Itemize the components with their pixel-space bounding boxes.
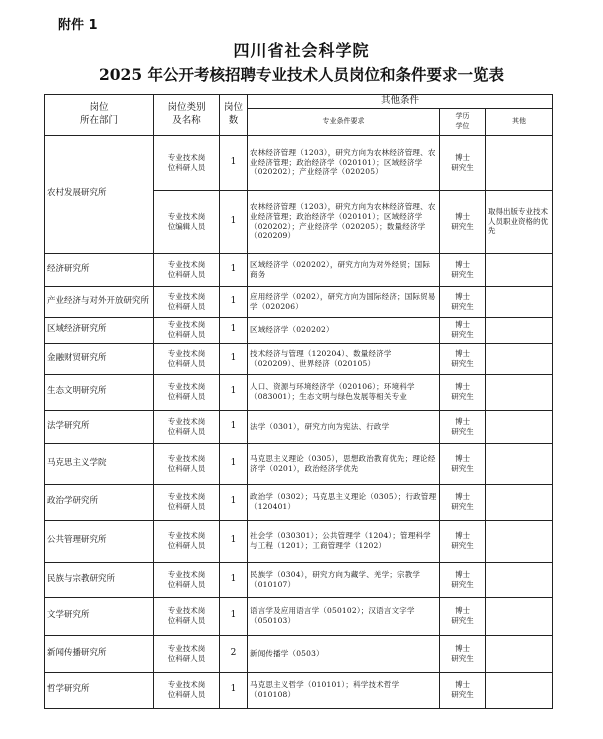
dept-cell: 公共管理研究所 (45, 520, 154, 562)
count-cell: 1 (220, 672, 248, 708)
positions-table (44, 94, 553, 709)
count-cell: 1 (220, 343, 248, 374)
count-cell: 1 (220, 410, 248, 443)
table-row (45, 672, 553, 708)
header-category: 岗位类别 及名称 (154, 95, 220, 136)
education-cell: 博士 研究生 (440, 635, 486, 672)
other-cell (486, 374, 553, 410)
other-cell (486, 443, 553, 484)
dept-cell: 农村发展研究所 (45, 135, 154, 253)
count-cell: 1 (220, 484, 248, 520)
header-other: 其他 (486, 108, 553, 135)
other-cell (486, 597, 553, 635)
other-cell (486, 635, 553, 672)
education-cell: 博士 研究生 (440, 484, 486, 520)
header-dept: 岗位 所在部门 (45, 95, 154, 136)
requirements-cell: 农林经济管理（1203），研究方向为农林经济管理、农业经济管理；政治经济学（020101）；区域经济学（020202）；产业经济学（020205）；数量经济学（020209） (248, 190, 440, 253)
education-cell: 博士 研究生 (440, 343, 486, 374)
count-cell: 1 (220, 286, 248, 317)
category-cell: 专业技术岗 位科研人员 (154, 484, 220, 520)
category-cell: 专业技术岗 位科研人员 (154, 286, 220, 317)
dept-cell: 产业经济与对外开放研究所 (45, 286, 154, 317)
requirements-cell: 区域经济学（020202），研究方向为对外经贸；国际商务 (248, 253, 440, 286)
category-cell: 专业技术岗 位科研人员 (154, 374, 220, 410)
other-cell (486, 135, 553, 190)
requirements-cell: 农林经济管理（1203），研究方向为农林经济管理、农业经济管理；政治经济学（020101）；区域经济学（020202）；产业经济学（020205） (248, 135, 440, 190)
other-cell (486, 343, 553, 374)
count-cell: 1 (220, 374, 248, 410)
other-cell (486, 562, 553, 597)
table-row (45, 135, 553, 190)
count-cell: 1 (220, 443, 248, 484)
header-count: 岗位 数 (220, 95, 248, 136)
category-cell: 专业技术岗 位科研人员 (154, 317, 220, 343)
other-cell (486, 286, 553, 317)
requirements-cell: 技术经济与管理（120204）、数量经济学（020209）、世界经济（020105） (248, 343, 440, 374)
other-cell (486, 410, 553, 443)
dept-cell: 马克思主义学院 (45, 443, 154, 484)
table-row (45, 317, 553, 343)
education-cell: 博士 研究生 (440, 672, 486, 708)
count-cell: 1 (220, 190, 248, 253)
table-row (45, 484, 553, 520)
count-cell: 1 (220, 520, 248, 562)
dept-cell: 哲学研究所 (45, 672, 154, 708)
attachment-label: 附件 1 (58, 18, 98, 33)
table-row (45, 286, 553, 317)
category-cell: 专业技术岗 位科研人员 (154, 343, 220, 374)
table-row (45, 253, 553, 286)
category-cell: 专业技术岗 位科研人员 (154, 410, 220, 443)
education-cell: 博士 研究生 (440, 562, 486, 597)
count-cell: 1 (220, 253, 248, 286)
requirements-cell: 马克思主义哲学（010101）；科学技术哲学（010108） (248, 672, 440, 708)
other-cell (486, 253, 553, 286)
education-cell: 博士 研究生 (440, 253, 486, 286)
table-row (45, 443, 553, 484)
other-cell (486, 484, 553, 520)
count-cell: 1 (220, 317, 248, 343)
requirements-cell: 法学（0301），研究方向为宪法、行政学 (248, 410, 440, 443)
table-row (45, 635, 553, 672)
count-cell: 1 (220, 562, 248, 597)
requirements-cell: 社会学（030301）；公共管理学（1204）；管理科学与工程（1201）；工商管理学（1202） (248, 520, 440, 562)
category-cell: 专业技术岗 位科研人员 (154, 253, 220, 286)
table-row (45, 597, 553, 635)
dept-cell: 区域经济研究所 (45, 317, 154, 343)
category-cell: 专业技术岗 位科研人员 (154, 635, 220, 672)
dept-cell: 政治学研究所 (45, 484, 154, 520)
count-cell: 2 (220, 635, 248, 672)
education-cell: 博士 研究生 (440, 520, 486, 562)
table-body (45, 135, 553, 708)
count-cell: 1 (220, 597, 248, 635)
category-cell: 专业技术岗 位科研人员 (154, 562, 220, 597)
requirements-cell: 语言学及应用语言学（050102）；汉语言文字学（050103） (248, 597, 440, 635)
other-cell (486, 317, 553, 343)
category-cell: 专业技术岗 位科研人员 (154, 443, 220, 484)
dept-cell: 文学研究所 (45, 597, 154, 635)
dept-cell: 生态文明研究所 (45, 374, 154, 410)
requirements-cell: 新闻传播学（0503） (248, 635, 440, 672)
category-cell: 专业技术岗 位编辑人员 (154, 190, 220, 253)
category-cell: 专业技术岗 位科研人员 (154, 520, 220, 562)
education-cell: 博士 研究生 (440, 443, 486, 484)
education-cell: 博士 研究生 (440, 190, 486, 253)
table-row (45, 374, 553, 410)
dept-cell: 新闻传播研究所 (45, 635, 154, 672)
requirements-cell: 人口、资源与环境经济学（020106）；环境科学（083001）；生态文明与绿色发展等相关专业 (248, 374, 440, 410)
table-row (45, 410, 553, 443)
category-cell: 专业技术岗 位科研人员 (154, 597, 220, 635)
other-cell (486, 520, 553, 562)
education-cell: 博士 研究生 (440, 374, 486, 410)
other-cell (486, 672, 553, 708)
document-title-main: 2025 年公开考核招聘专业技术人员岗位和条件要求一览表 (98, 65, 505, 84)
dept-cell: 民族与宗教研究所 (45, 562, 154, 597)
requirements-cell: 政治学（0302）；马克思主义理论（0305）；行政管理（120401） (248, 484, 440, 520)
category-cell: 专业技术岗 位科研人员 (154, 135, 220, 190)
requirements-cell: 应用经济学（0202），研究方向为国际经济；国际贸易学（020206） (248, 286, 440, 317)
document-title-org: 四川省社会科学院 (233, 41, 370, 60)
education-cell: 博士 研究生 (440, 317, 486, 343)
count-cell: 1 (220, 135, 248, 190)
other-cell: 取得出版专业技术人员职业资格的优先 (486, 190, 553, 253)
education-cell: 博士 研究生 (440, 410, 486, 443)
dept-cell: 金融财贸研究所 (45, 343, 154, 374)
requirements-cell: 区域经济学（020202） (248, 317, 440, 343)
requirements-cell: 马克思主义理论（0305），思想政治教育优先；理论经济学（0201），政治经济学优先 (248, 443, 440, 484)
table-row (45, 343, 553, 374)
education-cell: 博士 研究生 (440, 135, 486, 190)
table-row (45, 520, 553, 562)
requirements-cell: 民族学（0304），研究方向为藏学、羌学；宗教学（010107） (248, 562, 440, 597)
education-cell: 博士 研究生 (440, 286, 486, 317)
education-cell: 博士 研究生 (440, 597, 486, 635)
header-requirements: 专业条件要求 (248, 108, 440, 135)
category-cell: 专业技术岗 位科研人员 (154, 672, 220, 708)
table-row (45, 562, 553, 597)
header-other-conditions: 其他条件 (248, 95, 553, 109)
dept-cell: 法学研究所 (45, 410, 154, 443)
header-education: 学历 学位 (440, 108, 486, 135)
dept-cell: 经济研究所 (45, 253, 154, 286)
